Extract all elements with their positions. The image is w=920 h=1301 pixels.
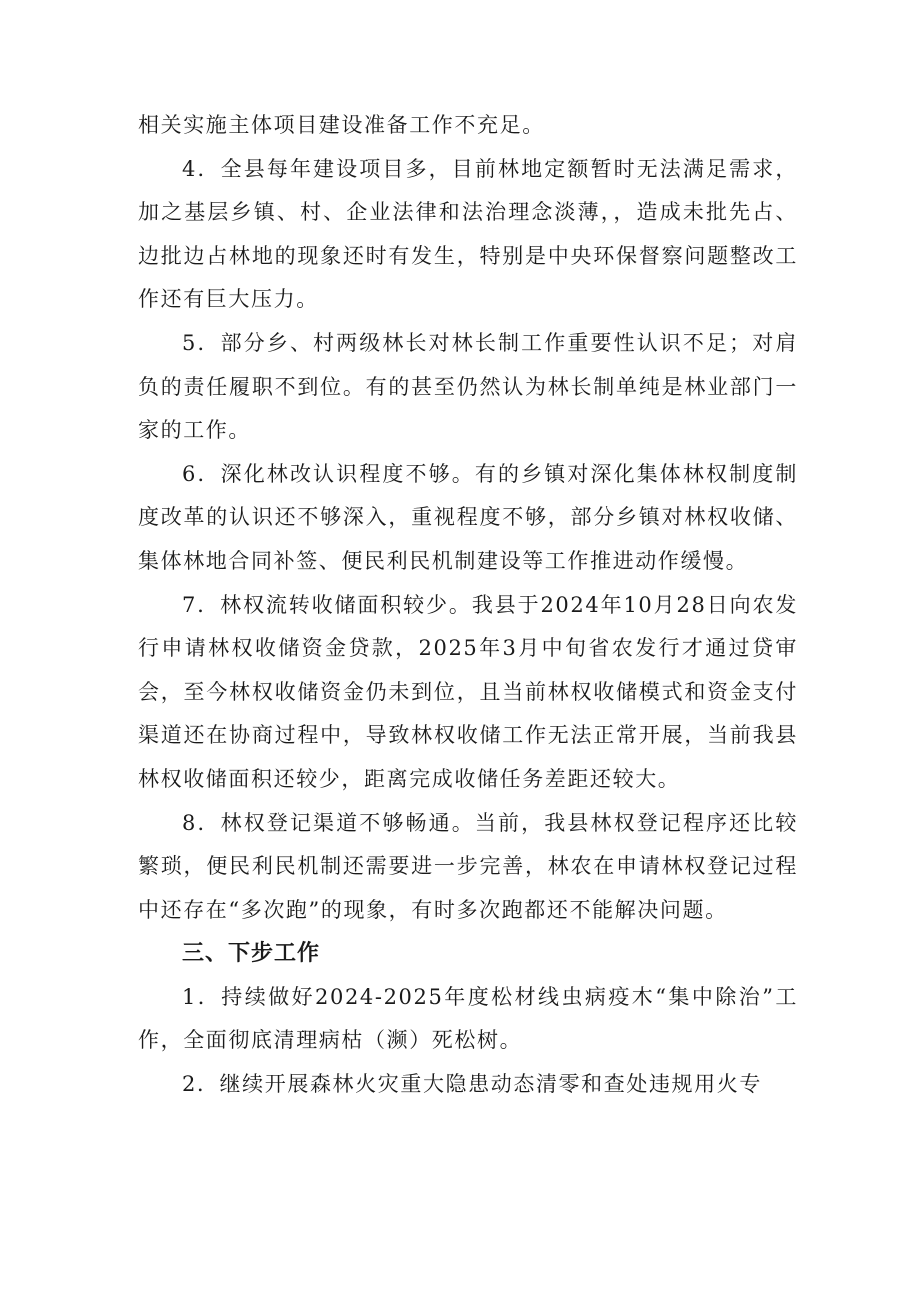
section-heading: 三、下步工作	[182, 941, 321, 967]
paragraph-item-5: 5．部分乡、村两级林长对林长制工作重要性认识不足；对肩负的责任履职不到位。有的甚至仍然认为林长制单纯是林业部门一家的工作。	[138, 330, 798, 443]
paragraph-item-7: 7．林权流转收储面积较少。我县于2024年10月28日向农发行申请林权收储资金贷款，2025年3月中旬省农发行才通过贷审会，至今林权收储资金仍未到位，且当前林权收储模式和资金支付渠道还在协商过程中，导致林权收储工作无法正常开展，当前我县林权收储面积还较少，距离完成收储任务差距还较大。	[138, 592, 798, 791]
document-page	[138, 104, 798, 1107]
paragraph-item-8: 8．林权登记渠道不够畅通。当前，我县林权登记程序还比较繁琐，便民利民机制还需要进一步完善，林农在申请林权登记过程中还存在“多次跑”的现象，有时多次跑都还不能解决问题。	[138, 810, 798, 922]
paragraph-item-4: 4．全县每年建设项目多，目前林地定额暂时无法满足需求，加之基层乡镇、村、企业法律和法治理念淡薄，，造成未批先占、边批边占林地的现象还时有发生，特别是中央环保督察问题整改工作还有巨大压力。	[138, 156, 798, 312]
paragraph-continuation: 相关实施主体项目建设准备工作不充足。	[138, 113, 545, 137]
section-item-2: 2．继续开展森林火灾重大隐患动态清零和查处违规用火专	[182, 1072, 762, 1097]
paragraph-item-6: 6．深化林改认识程度不够。有的乡镇对深化集体林权制度制度改革的认识还不够深入，重视程度不够，部分乡镇对林权收储、集体林地合同补签、便民利民机制建设等工作推进动作缓慢。	[138, 461, 798, 573]
section-item-1: 1．持续做好2024-2025年度松材线虫病疫木“集中除治”工作，全面彻底清理病枯（濒）死松树。	[138, 984, 798, 1053]
